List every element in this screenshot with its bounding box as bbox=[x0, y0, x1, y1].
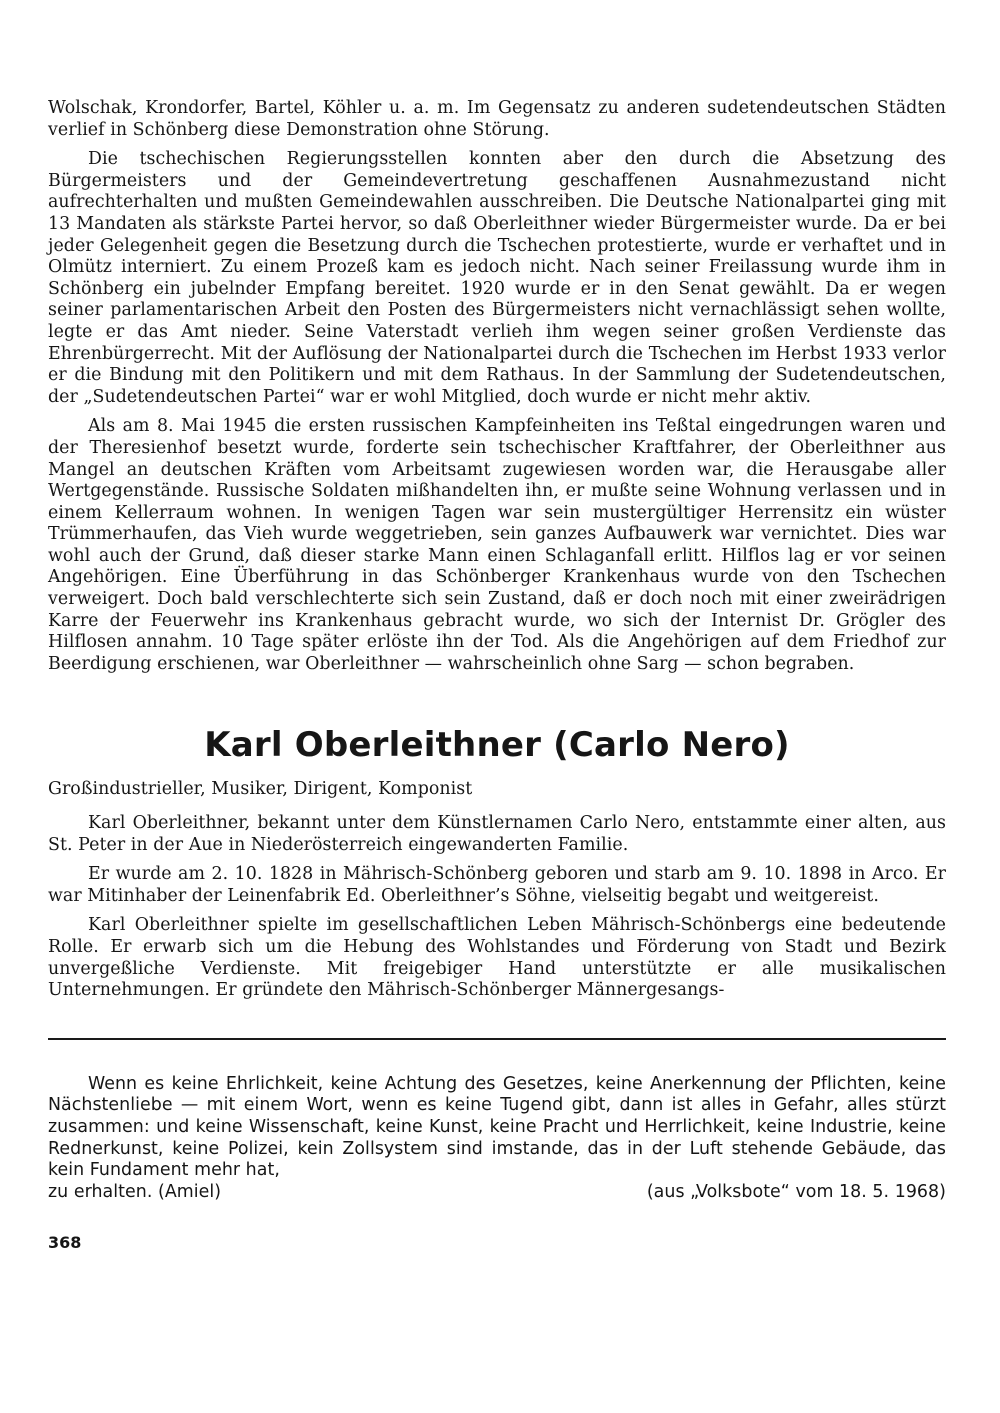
body-paragraph-3: Als am 8. Mai 1945 die ersten russischen Kampfeinheiten ins Teßtal eingedrungen waren und der Theresienhof besetzt wurde, forderte sein tschechischer Kraftfahrer, der Oberleithner aus Mangel an deutschen Kräften vom Arbeitsamt zugewiesen worden war, die Herausgabe aller Wertgegenstände. Russische Soldaten mißhandelten ihn, er mußte seine Wohnung verlassen und in einem Kellerraum wohnen. In wenigen Tagen war sein mustergültiger Herrensitz ein wüster Trümmerhaufen, das Vieh wurde weggetrieben, sein ganzes Aufbauwerk war vernichtet. Dies war wohl auch der Grund, daß dieser starke Mann einen Schlaganfall erlitt. Hilflos lag er vor seinen Angehörigen. Eine Überführung in das Schönberger Krankenhaus wurde von den Tschechen verweigert. Doch bald verschlechterte sich sein Zustand, daß er doch noch mit einer zweirädrigen Karre der Feuerwehr ins Krankenhaus gebracht wurde, wo sich der Internist Dr. Grögler des Hilflosen annahm. 10 Tage später erlöste ihn der Tod. Als die Angehörigen auf dem Friedhof zur Beerdigung erschienen, war Oberleithner — wahrscheinlich ohne Sarg — schon begraben. bbox=[48, 416, 946, 674]
quote-source: (aus „Volksbote“ vom 18. 5. 1968) bbox=[646, 1181, 946, 1202]
quote-last-line bbox=[48, 1182, 946, 1204]
section-heading: Karl Oberleithner (Carlo Nero) bbox=[204, 725, 790, 766]
footnote-divider bbox=[48, 1038, 946, 1040]
quote-attribution: zu erhalten. (Amiel) bbox=[48, 1181, 222, 1202]
section-paragraph-2: Er wurde am 2. 10. 1828 in Mährisch-Schönberg geboren und starb am 9. 10. 1898 in Arco. Er war Mitinhaber der Leinenfabrik Ed. Oberleithner’s Söhne, vielseitig begabt und weitgereist. bbox=[48, 864, 946, 906]
body-paragraph-1: Wolschak, Krondorfer, Bartel, Köhler u. a. m. Im Gegensatz zu anderen sudetendeutschen Städten verlief in Schönberg diese Demonstration ohne Störung. bbox=[48, 98, 946, 140]
footer-quote bbox=[48, 1074, 946, 1204]
section-paragraph-1: Karl Oberleithner, bekannt unter dem Künstlernamen Carlo Nero, entstammte einer alten, aus St. Peter in der Aue in Niederösterreich eingewanderten Familie. bbox=[48, 813, 946, 855]
section-subtitle: Großindustrieller, Musiker, Dirigent, Komponist bbox=[48, 779, 473, 800]
body-paragraph-2: Die tschechischen Regierungsstellen konnten aber den durch die Absetzung des Bürgermeisters und der Gemeindevertretung geschaffenen Ausnahmezustand nicht aufrechterhalten und mußten Gemeindewahlen ausschreiben. Die Deutsche Nationalpartei ging mit 13 Mandaten als stärkste Partei hervor, so daß Oberleithner wieder Bürgermeister wurde. Da er bei jeder Gelegenheit gegen die Besetzung durch die Tschechen protestierte, wurde er verhaftet und in Olmütz interniert. Zu einem Prozeß kam es jedoch nicht. Nach seiner Freilassung wurde ihm in Schönberg ein jubelnder Empfang bereitet. 1920 wurde er in den Senat gewählt. Da er wegen seiner parlamentarischen Arbeit den Posten des Bürgermeisters nicht vernachlässigt sehen wollte, legte er das Amt nieder. Seine Vaterstadt verlieh ihm wegen seiner großen Verdienste das Ehrenbürgerrecht. Mit der Auflösung der Nationalpartei durch die Tschechen im Herbst 1933 verlor er die Bindung mit den Politikern und mit dem Rathaus. In der Sammlung der Sudetendeutschen, der „Sudetendeutschen Partei“ war er wohl Mitglied, doch wurde er nicht mehr aktiv. bbox=[48, 149, 946, 407]
document-page bbox=[48, 98, 946, 1252]
section-paragraph-3: Karl Oberleithner spielte im gesellschaftlichen Leben Mährisch-Schönbergs eine bedeutende Rolle. Er erwarb sich um die Hebung des Wohlstandes und Förderung von Stadt und Bezirk unvergeßliche Verdienste. Mit freigebiger Hand unterstützte er alle musikalischen Unternehmungen. Er gründete den Mährisch-Schönberger Männergesangs- bbox=[48, 915, 946, 1001]
quote-text: Wenn es keine Ehrlichkeit, keine Achtung des Gesetzes, keine Anerkennung der Pflichten, keine Nächstenliebe — mit einem Wort, wenn es keine Tugend gibt, dann ist alles in Gefahr, alles stürzt zusammen: und keine Wissenschaft, keine Kunst, keine Pracht und Herrlichkeit, keine Industrie, keine Rednerkunst, keine Polizei, kein Zollsystem sind imstande, das in der Luft stehende Gebäude, das kein Fundament mehr hat, bbox=[48, 1073, 946, 1181]
page-number: 368 bbox=[48, 1233, 82, 1253]
